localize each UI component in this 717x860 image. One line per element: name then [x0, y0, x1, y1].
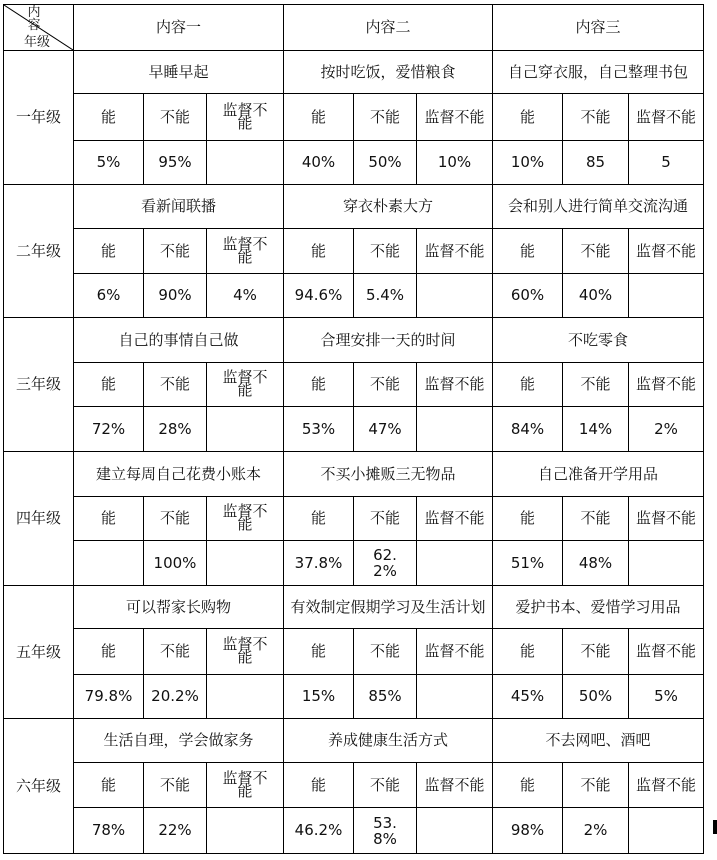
option-label-row: [4, 94, 704, 141]
option-label-text: 不能: [580, 775, 611, 794]
option-label-yes: [74, 229, 144, 274]
option-label-text: 不能: [369, 107, 400, 126]
option-label-text: 监督不能: [222, 502, 268, 533]
value-row: [4, 407, 704, 452]
option-label-yes: [74, 497, 144, 541]
percentage-value: [629, 808, 704, 854]
percentage-text: 45%: [510, 687, 545, 705]
grade-title-row: [4, 719, 704, 763]
item-title: [74, 452, 284, 497]
option-label-supervise: [629, 629, 704, 675]
option-label-supervise: [207, 229, 284, 274]
option-label-text: 监督不能: [222, 368, 268, 399]
option-label-yes: [284, 94, 354, 141]
option-label-supervise: [207, 629, 284, 675]
grade-title-row: [4, 51, 704, 94]
percentage-value: [417, 808, 493, 854]
percentage-value: [563, 407, 629, 452]
percentage-value: [74, 407, 144, 452]
option-label-text: 监督不能: [424, 107, 485, 126]
item-title-text: 爱护书本、爱惜学习用品: [515, 597, 681, 616]
option-label-yes: [74, 763, 144, 808]
option-label-row: [4, 629, 704, 675]
percentage-text: 85%: [368, 687, 402, 705]
percentage-value: [284, 141, 354, 185]
percentage-text: 4%: [233, 286, 257, 304]
percentage-value: [207, 274, 284, 318]
option-label-supervise: [417, 229, 493, 274]
option-label-text: 不能: [580, 375, 611, 393]
option-label-no: [144, 94, 207, 141]
option-label-text: 不能: [369, 642, 400, 660]
item-title-text: 不吃零食: [567, 330, 628, 349]
percentage-value: [563, 274, 629, 318]
percentage-value: [354, 407, 417, 452]
percentage-value: [284, 541, 354, 586]
percentage-value: [144, 141, 207, 185]
percentage-value: [629, 141, 704, 185]
item-title: [284, 452, 493, 497]
percentage-text: 90%: [158, 286, 192, 304]
value-row: [4, 274, 704, 318]
percentage-value: [417, 141, 493, 185]
percentage-text: 84%: [510, 419, 545, 438]
option-label-no: [563, 363, 629, 407]
percentage-value: [417, 675, 493, 719]
option-label-text: 不能: [159, 241, 190, 260]
percentage-value: [629, 407, 704, 452]
option-label-text: 能: [310, 107, 326, 126]
percentage-value: [207, 675, 284, 719]
percentage-text: 40%: [301, 153, 336, 171]
grade-title-row: [4, 586, 704, 629]
option-label-no: [354, 94, 417, 141]
option-label-yes: [74, 94, 144, 141]
option-label-text: 能: [310, 241, 326, 260]
item-title-text: 看新闻联播: [140, 197, 216, 215]
percentage-value: [144, 274, 207, 318]
item-title-text: 按时吃饭，爱惜粮食: [320, 62, 456, 81]
option-label-text: 不能: [159, 775, 190, 794]
option-label-text: 监督不能: [424, 509, 485, 527]
survey-table-body: [4, 5, 704, 854]
option-label-yes: [74, 629, 144, 675]
percentage-text: 2%: [583, 821, 608, 839]
option-label-no: [354, 763, 417, 808]
option-label-text: 监督不能: [222, 234, 268, 266]
percentage-text: 5%: [96, 153, 121, 171]
option-label-text: 能: [519, 775, 535, 794]
option-label-text: 能: [310, 375, 326, 393]
percentage-value: [563, 808, 629, 854]
percentage-text: 15%: [301, 687, 336, 705]
grade-label: 二年级: [4, 185, 74, 318]
percentage-value: [74, 274, 144, 318]
percentage-text: 2%: [654, 419, 678, 438]
option-label-text: 监督不能: [424, 642, 485, 660]
percentage-text: 6%: [96, 286, 121, 304]
item-title-text: 养成健康生活方式: [327, 731, 448, 749]
header-content-3: 内容三: [493, 5, 704, 51]
option-label-text: 监督不能: [635, 241, 696, 260]
item-title-text: 自己穿衣服，自己整理书包: [507, 62, 688, 81]
option-label-supervise: [417, 363, 493, 407]
value-row: [4, 541, 704, 586]
percentage-value: [417, 541, 493, 586]
option-label-no: [563, 94, 629, 141]
option-label-text: 监督不能: [635, 107, 696, 126]
percentage-text: 5.4%: [365, 286, 405, 304]
option-label-supervise: [629, 94, 704, 141]
percentage-text: 48%: [578, 553, 613, 572]
option-label-no: [563, 763, 629, 808]
option-label-text: 监督不能: [635, 509, 696, 527]
option-label-text: 不能: [580, 107, 611, 126]
option-label-yes: [493, 629, 563, 675]
value-row: [4, 141, 704, 185]
option-label-yes: [493, 229, 563, 274]
percentage-value: [144, 808, 207, 854]
item-title-text: 穿衣朴素大方: [342, 197, 433, 215]
option-label-text: 监督不能: [424, 241, 485, 260]
option-label-no: [563, 629, 629, 675]
percentage-value: [493, 141, 563, 185]
option-label-supervise: [417, 94, 493, 141]
percentage-value: [144, 675, 207, 719]
percentage-value: [74, 808, 144, 854]
percentage-value: [207, 541, 284, 586]
percentage-text: 79.8%: [84, 687, 133, 705]
option-label-text: 不能: [580, 642, 611, 660]
option-label-text: 能: [310, 642, 326, 660]
percentage-value: [417, 274, 493, 318]
option-label-text: 能: [519, 375, 535, 393]
percentage-value: [563, 141, 629, 185]
item-title-text: 会和别人进行简单交流沟通: [507, 197, 688, 215]
percentage-text: 100%: [153, 553, 197, 572]
item-title: [74, 185, 284, 229]
option-label-yes: [284, 363, 354, 407]
percentage-value: [563, 541, 629, 586]
option-label-text: 监督不能: [222, 100, 268, 132]
percentage-text: 53.8%: [373, 813, 397, 848]
option-label-supervise: [207, 94, 284, 141]
percentage-text: 62.2%: [373, 546, 397, 580]
option-label-text: 不能: [369, 375, 400, 393]
option-label-no: [354, 229, 417, 274]
option-label-text: 能: [100, 775, 116, 794]
percentage-value: [354, 274, 417, 318]
item-title-text: 自己的事情自己做: [118, 330, 239, 349]
option-label-yes: [284, 763, 354, 808]
item-title: [284, 586, 493, 629]
option-label-supervise: [629, 363, 704, 407]
percentage-value: [207, 808, 284, 854]
item-title: [74, 586, 284, 629]
option-label-no: [354, 363, 417, 407]
option-label-supervise: [207, 497, 284, 541]
percentage-text: 14%: [578, 419, 613, 438]
percentage-value: [493, 541, 563, 586]
percentage-text: 20.2%: [151, 687, 199, 705]
percentage-value: [354, 675, 417, 719]
option-label-row: [4, 497, 704, 541]
option-label-supervise: [629, 229, 704, 274]
percentage-value: [354, 541, 417, 586]
percentage-text: 40%: [578, 286, 613, 304]
item-title-text: 可以帮家长购物: [125, 597, 231, 616]
option-label-text: 能: [519, 642, 535, 660]
grade-label: 六年级: [4, 719, 74, 854]
percentage-text: 50%: [578, 687, 613, 705]
option-label-no: [144, 763, 207, 808]
percentage-text: 10%: [437, 153, 472, 171]
item-title-text: 生活自理，学会做家务: [103, 731, 254, 749]
percentage-value: [493, 274, 563, 318]
grade-title-row: [4, 452, 704, 497]
corner-content-label: 内容: [27, 5, 41, 33]
option-label-yes: [493, 497, 563, 541]
percentage-value: [284, 407, 354, 452]
option-label-no: [144, 363, 207, 407]
percentage-value: [629, 675, 704, 719]
item-title-text: 有效制定假期学习及生活计划: [290, 597, 486, 616]
option-label-yes: [74, 363, 144, 407]
percentage-value: [207, 407, 284, 452]
survey-table: [3, 4, 704, 854]
percentage-text: 60%: [510, 286, 545, 304]
item-title: [493, 586, 704, 629]
percentage-value: [144, 541, 207, 586]
option-label-text: 监督不能: [424, 375, 485, 393]
edge-mark: [713, 820, 717, 834]
percentage-value: [417, 407, 493, 452]
percentage-text: 95%: [158, 153, 192, 171]
percentage-value: [74, 141, 144, 185]
option-label-text: 监督不能: [222, 768, 268, 800]
option-label-text: 能: [519, 509, 535, 527]
header-row: [4, 5, 704, 51]
option-label-supervise: [417, 629, 493, 675]
percentage-text: 37.8%: [294, 553, 343, 572]
option-label-yes: [493, 763, 563, 808]
item-title: [493, 719, 704, 763]
option-label-supervise: [207, 363, 284, 407]
percentage-text: 78%: [91, 821, 126, 839]
percentage-text: 5: [661, 153, 671, 171]
option-label-no: [144, 229, 207, 274]
item-title: [493, 51, 704, 94]
percentage-text: 46.2%: [294, 821, 343, 839]
percentage-value: [563, 675, 629, 719]
option-label-supervise: [207, 763, 284, 808]
survey-table-container: [3, 4, 704, 854]
item-title: [284, 185, 493, 229]
percentage-text: 5%: [654, 687, 678, 705]
option-label-text: 能: [100, 107, 116, 126]
percentage-value: [493, 808, 563, 854]
grade-title-row: [4, 318, 704, 363]
percentage-value: [493, 675, 563, 719]
percentage-text: 47%: [368, 419, 402, 438]
percentage-text: 72%: [91, 419, 126, 438]
percentage-text: 28%: [158, 419, 192, 438]
option-label-supervise: [629, 763, 704, 808]
percentage-text: 94.6%: [294, 286, 343, 304]
grade-title-row: [4, 185, 704, 229]
percentage-value: [284, 808, 354, 854]
option-label-text: 不能: [369, 241, 400, 260]
grade-label: 三年级: [4, 318, 74, 452]
item-title: [493, 452, 704, 497]
percentage-text: 50%: [368, 153, 402, 171]
option-label-text: 能: [100, 509, 116, 527]
percentage-value: [354, 141, 417, 185]
option-label-yes: [493, 94, 563, 141]
option-label-no: [354, 629, 417, 675]
option-label-text: 能: [519, 107, 535, 126]
header-content-2: 内容二: [284, 5, 493, 51]
option-label-text: 监督不能: [635, 775, 696, 794]
option-label-text: 不能: [159, 509, 190, 527]
corner-header-cell: [4, 5, 74, 51]
percentage-value: [74, 675, 144, 719]
percentage-text: 22%: [158, 821, 192, 839]
percentage-text: 51%: [510, 553, 545, 572]
option-label-no: [354, 497, 417, 541]
item-title-text: 自己准备开学用品: [537, 464, 658, 483]
option-label-text: 监督不能: [635, 642, 696, 660]
option-label-text: 能: [310, 775, 326, 794]
option-label-no: [563, 229, 629, 274]
item-title-text: 合理安排一天的时间: [320, 330, 456, 349]
item-title-text: 不买小摊贩三无物品: [320, 464, 456, 483]
option-label-supervise: [417, 763, 493, 808]
percentage-value: [207, 141, 284, 185]
option-label-yes: [284, 629, 354, 675]
option-label-text: 不能: [159, 107, 190, 126]
item-title: [74, 719, 284, 763]
option-label-text: 不能: [580, 241, 611, 260]
item-title: [493, 185, 704, 229]
option-label-no: [144, 497, 207, 541]
grade-label: 四年级: [4, 452, 74, 586]
item-title-text: 不去网吧、酒吧: [545, 731, 651, 749]
percentage-text: 85: [585, 153, 606, 171]
option-label-text: 监督不能: [222, 635, 268, 666]
percentage-text: 10%: [510, 153, 545, 171]
grade-label: 一年级: [4, 51, 74, 185]
option-label-text: 不能: [580, 509, 611, 527]
option-label-row: [4, 363, 704, 407]
percentage-value: [74, 541, 144, 586]
option-label-text: 不能: [369, 509, 400, 527]
option-label-supervise: [417, 497, 493, 541]
option-label-text: 能: [100, 642, 116, 660]
option-label-text: 监督不能: [635, 375, 696, 393]
percentage-value: [354, 808, 417, 854]
option-label-text: 监督不能: [424, 775, 485, 794]
option-label-no: [144, 629, 207, 675]
option-label-supervise: [629, 497, 704, 541]
item-title-text: 建立每周自己花费小账本: [95, 464, 261, 483]
option-label-row: [4, 763, 704, 808]
option-label-no: [563, 497, 629, 541]
percentage-value: [284, 274, 354, 318]
value-row: [4, 808, 704, 854]
percentage-text: 53%: [301, 419, 336, 438]
item-title-text: 早睡早起: [148, 62, 209, 81]
option-label-yes: [284, 497, 354, 541]
option-label-text: 不能: [369, 775, 400, 794]
grade-label: 五年级: [4, 586, 74, 719]
item-title: [493, 318, 704, 363]
value-row: [4, 675, 704, 719]
percentage-value: [284, 675, 354, 719]
option-label-text: 能: [100, 241, 116, 260]
percentage-value: [629, 274, 704, 318]
percentage-value: [144, 407, 207, 452]
option-label-text: 能: [100, 375, 116, 393]
header-content-1: 内容一: [74, 5, 284, 51]
option-label-text: 能: [519, 241, 535, 260]
percentage-value: [493, 407, 563, 452]
item-title: [74, 51, 284, 94]
option-label-text: 不能: [159, 642, 190, 660]
option-label-yes: [284, 229, 354, 274]
option-label-text: 能: [310, 509, 326, 527]
percentage-text: 98%: [510, 821, 545, 839]
option-label-text: 不能: [159, 375, 190, 393]
item-title: [284, 51, 493, 94]
corner-grade-label: 年级: [24, 35, 51, 50]
percentage-value: [629, 541, 704, 586]
option-label-row: [4, 229, 704, 274]
item-title: [284, 719, 493, 763]
item-title: [74, 318, 284, 363]
item-title: [284, 318, 493, 363]
option-label-yes: [493, 363, 563, 407]
